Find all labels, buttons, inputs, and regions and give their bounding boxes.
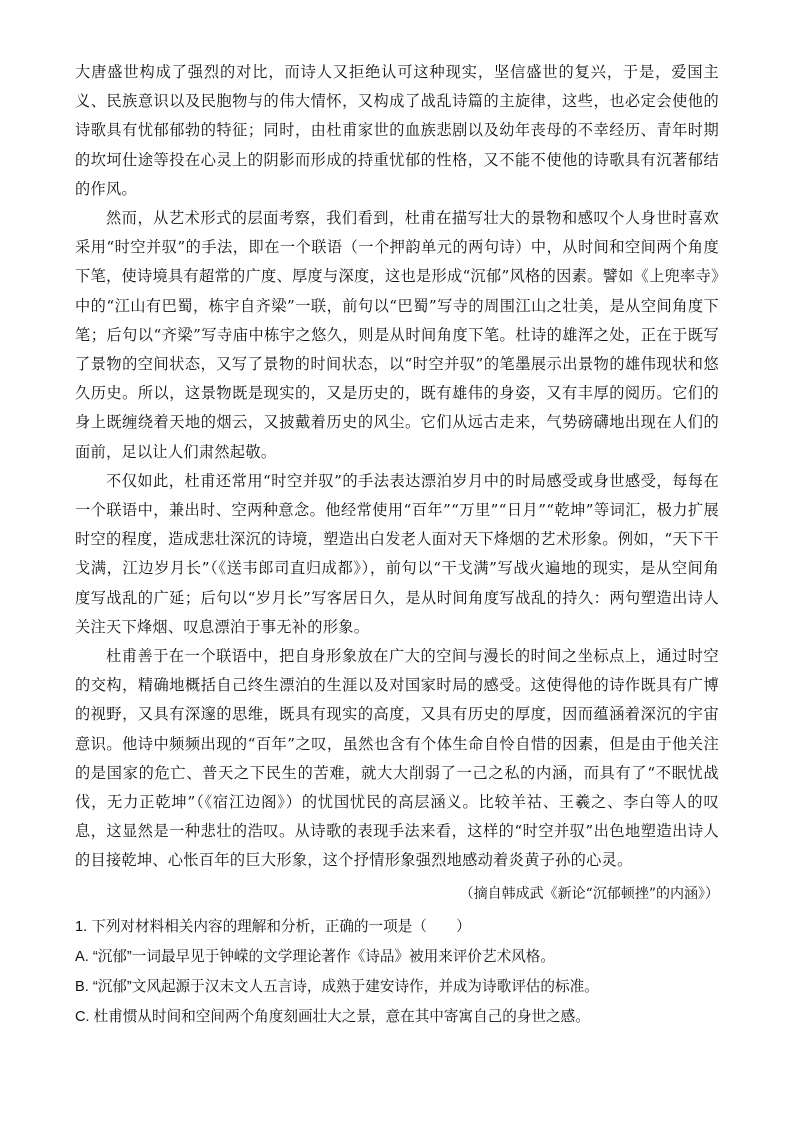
article-paragraph-3: 不仅如此，杜甫还常用“时空并驭”的手法表达漂泊岁月中的时局感受或身世感受，每每在一个联语中，兼出时、空两种意念。他经常使用“百年”“万里”“日月”“乾坤”等词汇，极力扩展时空的程度，造成悲壮深沉的诗境，塑造出白发老人面对天下烽烟的艺术形象。例如，“天下干戈满，江边岁月长”（《送韦郎司直归成都》），前句以“干戈满”写战火遍地的现实，是从空间角度写战乱的广延；后句以“岁月长”写客居日久，是从时间角度写战乱的持久：两句塑造出诗人关注天下烽烟、叹息漂泊于事无补的形象。 — [75, 471, 719, 636]
article-paragraph-4: 杜甫善于在一个联语中，把自身形象放在广大的空间与漫长的时间之坐标点上，通过时空的交构，精确地概括自己终生漂泊的生涯以及对国家时局的感受。这使得他的诗作既具有广博的视野，又具有深邃的思维，既具有现实的高度，又具有历史的厚度，因而蕴涵着深沉的宇宙意识。他诗中频频出现的“百年”之叹，虽然也含有个体生命自怜自惜的因素，但是由于他关注的是国家的危亡、普天之下民生的苦难，就大大削弱了一己之私的内涵，而具有了“不眠忧战伐，无力正乾坤”（《宿江边阁》）的忧国忧民的高层涵义。比较羊祜、王羲之、李白等人的叹息，这显然是一种悲壮的浩叹。从诗歌的表现手法来看，这样的“时空并驭”出色地塑造出诗人的目接乾坤、心怅百年的巨大形象，这个抒情形象强烈地感动着炎黄子孙的心灵。 — [75, 647, 719, 870]
article-paragraph-1: 大唐盛世构成了强烈的对比，而诗人又拒绝认可这种现实，坚信盛世的复兴，于是，爱国主义、民族意识以及民胞物与的伟大情怀，又构成了战乱诗篇的主旋律，这些，也必定会使他的诗歌具有忧郁郁勃的特征；同时，由杜甫家世的血族悲剧以及幼年丧母的不幸经历、青年时期的坎坷仕途等投在心灵上的阴影而形成的持重忧郁的性格，又不能不使他的诗歌具有沉著郁结的作风。 — [75, 63, 719, 198]
article-source: （摘自韩成武《新论“沉郁顿挫”的内涵》） — [459, 885, 719, 902]
article-paragraph-2: 然而，从艺术形式的层面考察，我们看到，杜甫在描写壮大的景物和感叹个人身世时喜欢采用“时空并驭”的手法，即在一个联语（一个押韵单元的两句诗）中，从时间和空间两个角度下笔，使诗境具有超常的广度、厚度与深度，这也是形成“沉郁”风格的因素。譬如《上兜率寺》中的“江山有巴蜀，栋宇自齐梁”一联，前句以“巴蜀”写寺的周围江山之壮美，是从空间角度下笔；后句以“齐梁”写寺庙中栋宇之悠久，则是从时间角度下笔。杜诗的雄浑之处，正在于既写了景物的空间状态，又写了景物的时间状态，以“时空并驭”的笔墨展示出景物的雄伟现状和悠久历史。所以，这景物既是现实的，又是历史的，既有雄伟的身姿，又有丰厚的阅历。它们的身上既缠绕着天地的烟云，又披戴着历史的风尘。它们从远古走来，气势磅礴地出现在人们的面前，足以让人们肃然起敬。 — [75, 209, 720, 461]
question-block — [75, 912, 719, 1032]
option-c: C. 杜甫惯从时间和空间两个角度刻画壮大之景，意在其中寄寓自己的身世之感。 — [75, 1008, 590, 1025]
option-b: B. “沉郁”文风起源于汉末文人五言诗，成熟于建安诗作，并成为诗歌评估的标准。 — [75, 978, 599, 995]
question-stem: 1. 下列对材料相关内容的理解和分析，正确的一项是（ ） — [75, 918, 471, 935]
option-a: A. “沉郁”一词最早见于钟嵘的文学理论著作《诗品》被用来评价艺术风格。 — [75, 948, 555, 965]
